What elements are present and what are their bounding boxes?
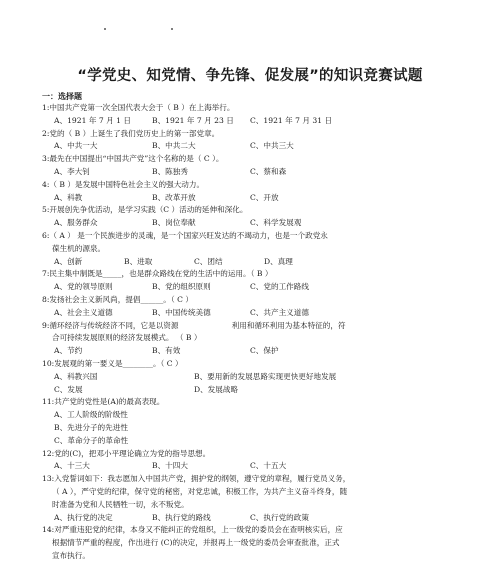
answer-option: A、服务群众 [54, 218, 98, 228]
answer-option: C、革命分子的革命性 [54, 435, 129, 445]
answer-option: A、1921 年 7 月 1 日 [54, 115, 131, 125]
question-text-continued: （ A ），严守党的纪律，保守党的秘密，对党忠诚，积极工作，为共产主义奋斗终身，随 [52, 486, 348, 496]
answer-option: A、中共一大 [54, 141, 98, 151]
header-dot [104, 28, 106, 30]
answer-option: C、科学发展观 [250, 218, 302, 228]
section-heading: 一：选择题 [42, 92, 82, 101]
question-text: 8:发扬社会主义新风尚，提倡______。（ C ） [42, 294, 193, 304]
answer-option: A、李大钊 [54, 166, 90, 176]
answer-options [42, 192, 472, 205]
question-text: 13:入党誓词如下：我志愿加入中国共产党，拥护党的纲领，遵守党的章程，履行党员义务， [42, 474, 351, 484]
question-text-continued: 时准备为党和人民牺牲一切，永不叛党。 [52, 499, 189, 509]
answer-option: C、团结 [194, 256, 223, 266]
question-text: 2:党的（ B ）上诞生了我们党历史上的第一部党章。 [42, 128, 220, 138]
answer-options [42, 307, 472, 320]
answer-option: A、党的领导原则 [54, 282, 113, 292]
header-dot [171, 28, 173, 30]
page-title: “学党史、知党情、争先锋、促发展”的知识竞赛试题 [77, 68, 423, 84]
answer-option: B、先进分子的先进性 [54, 422, 128, 432]
question-text: 9:循环经济与传统经济不同，它是以资源 利用和循环利用为基本特征的，符 [42, 320, 346, 330]
answer-option: C、共产主义道德 [250, 307, 309, 317]
answer-options [42, 371, 472, 384]
question-text: 4:（ B ）是发展中国特色社会主义的强大动力。 [42, 179, 205, 189]
answer-option: A、工人阶级的阶级性 [54, 410, 128, 420]
question-text: 7:民主集中制既是_____，也是群众路线在党的生活中的运用。（ B ） [42, 269, 273, 279]
answer-option: A、创新 [54, 256, 83, 266]
answer-option: B、十四大 [152, 461, 188, 471]
answer-option: C、十五大 [250, 461, 287, 471]
question-text-continued: 宣布执行。 [52, 550, 90, 560]
question-text: 10:发展观的第一要义是________。（ C ） [42, 358, 183, 368]
answer-option: A、执行党的决定 [54, 512, 113, 522]
answer-options [42, 115, 472, 128]
answer-option: A、科教兴国 [54, 371, 98, 381]
question-text: 11:共产党的党性是(A)的最高表现。 [42, 397, 165, 407]
answer-option: B、中国传统美德 [152, 307, 211, 317]
answer-option: B、进取 [124, 256, 153, 266]
answer-options [42, 256, 472, 269]
answer-options [42, 281, 472, 294]
answer-option: B、有效 [152, 346, 181, 356]
answer-option: A、十三大 [54, 461, 90, 471]
answer-option: B、中共二大 [152, 141, 196, 151]
question-text: 6:（ A ） 是一个民族进步的灵魂，是一个国家兴旺发达的不竭动力，也是一个政党永 [42, 230, 328, 240]
header-dots [0, 28, 500, 38]
answer-option: C、开放 [250, 192, 279, 202]
answer-options [42, 460, 472, 473]
question-text: 1:中国共产党第一次全国代表大会于（ B ）在上海举行。 [42, 103, 235, 112]
question-text: 12:党的(C)，把邓小平理论确立为党的指导思想。 [42, 448, 211, 458]
answer-option: B、1921 年 7 月 23 日 [152, 115, 234, 125]
question-text-continued: 根据情节严重的程度，作出进行 (C)的决定，并报再上一级党的委员会审查批准，正式 [52, 538, 340, 548]
answer-options [42, 217, 472, 230]
answer-option: D、真理 [264, 256, 293, 266]
answer-option: C、中共三大 [250, 141, 294, 151]
question-text: 5:开展创先争优活动，是学习实践（C ）活动的延伸和深化。 [42, 205, 248, 215]
question-text: 3:最先在中国提出“中国共产党”这个名称的是（ C ）。 [42, 154, 224, 164]
answer-option: B、岗位奉献 [152, 218, 196, 228]
question-text-continued: 合可持续发展原则的经济发展模式。 （ B ） [52, 333, 202, 343]
answer-option: A、节约 [54, 346, 83, 356]
answer-option: A、社会主义道德 [54, 307, 113, 317]
answer-option: C、党的工作路线 [250, 282, 309, 292]
answer-options [42, 140, 472, 153]
question-text: 14:对严重违犯党的纪律，本身又不能纠正的党组织，上一级党的委员会在查明核实后，应 [42, 525, 343, 535]
answer-option: A、科教 [54, 192, 83, 202]
answer-option: B、党的组织原则 [152, 282, 211, 292]
answer-options [42, 384, 472, 397]
answer-options [42, 166, 472, 179]
answer-option: D、发展战略 [194, 384, 239, 394]
answer-option: B、要用新的发展思路实现更快更好地发展 [194, 371, 337, 381]
question-text-continued: 葆生机的源泉。 [52, 243, 106, 253]
answer-option: B、执行党的路线 [152, 512, 211, 522]
answer-options [42, 512, 472, 525]
answer-option: B、改革开放 [152, 192, 196, 202]
question-list [42, 102, 472, 563]
answer-option: C、1921 年 7 月 31 日 [250, 115, 333, 125]
answer-option: B、陈独秀 [152, 166, 188, 176]
answer-option: C、执行党的政策 [250, 512, 309, 522]
answer-options [42, 345, 472, 358]
answer-option: C、发展 [54, 384, 83, 394]
answer-option: C、保护 [250, 346, 279, 356]
answer-option: C、蔡和森 [250, 166, 287, 176]
